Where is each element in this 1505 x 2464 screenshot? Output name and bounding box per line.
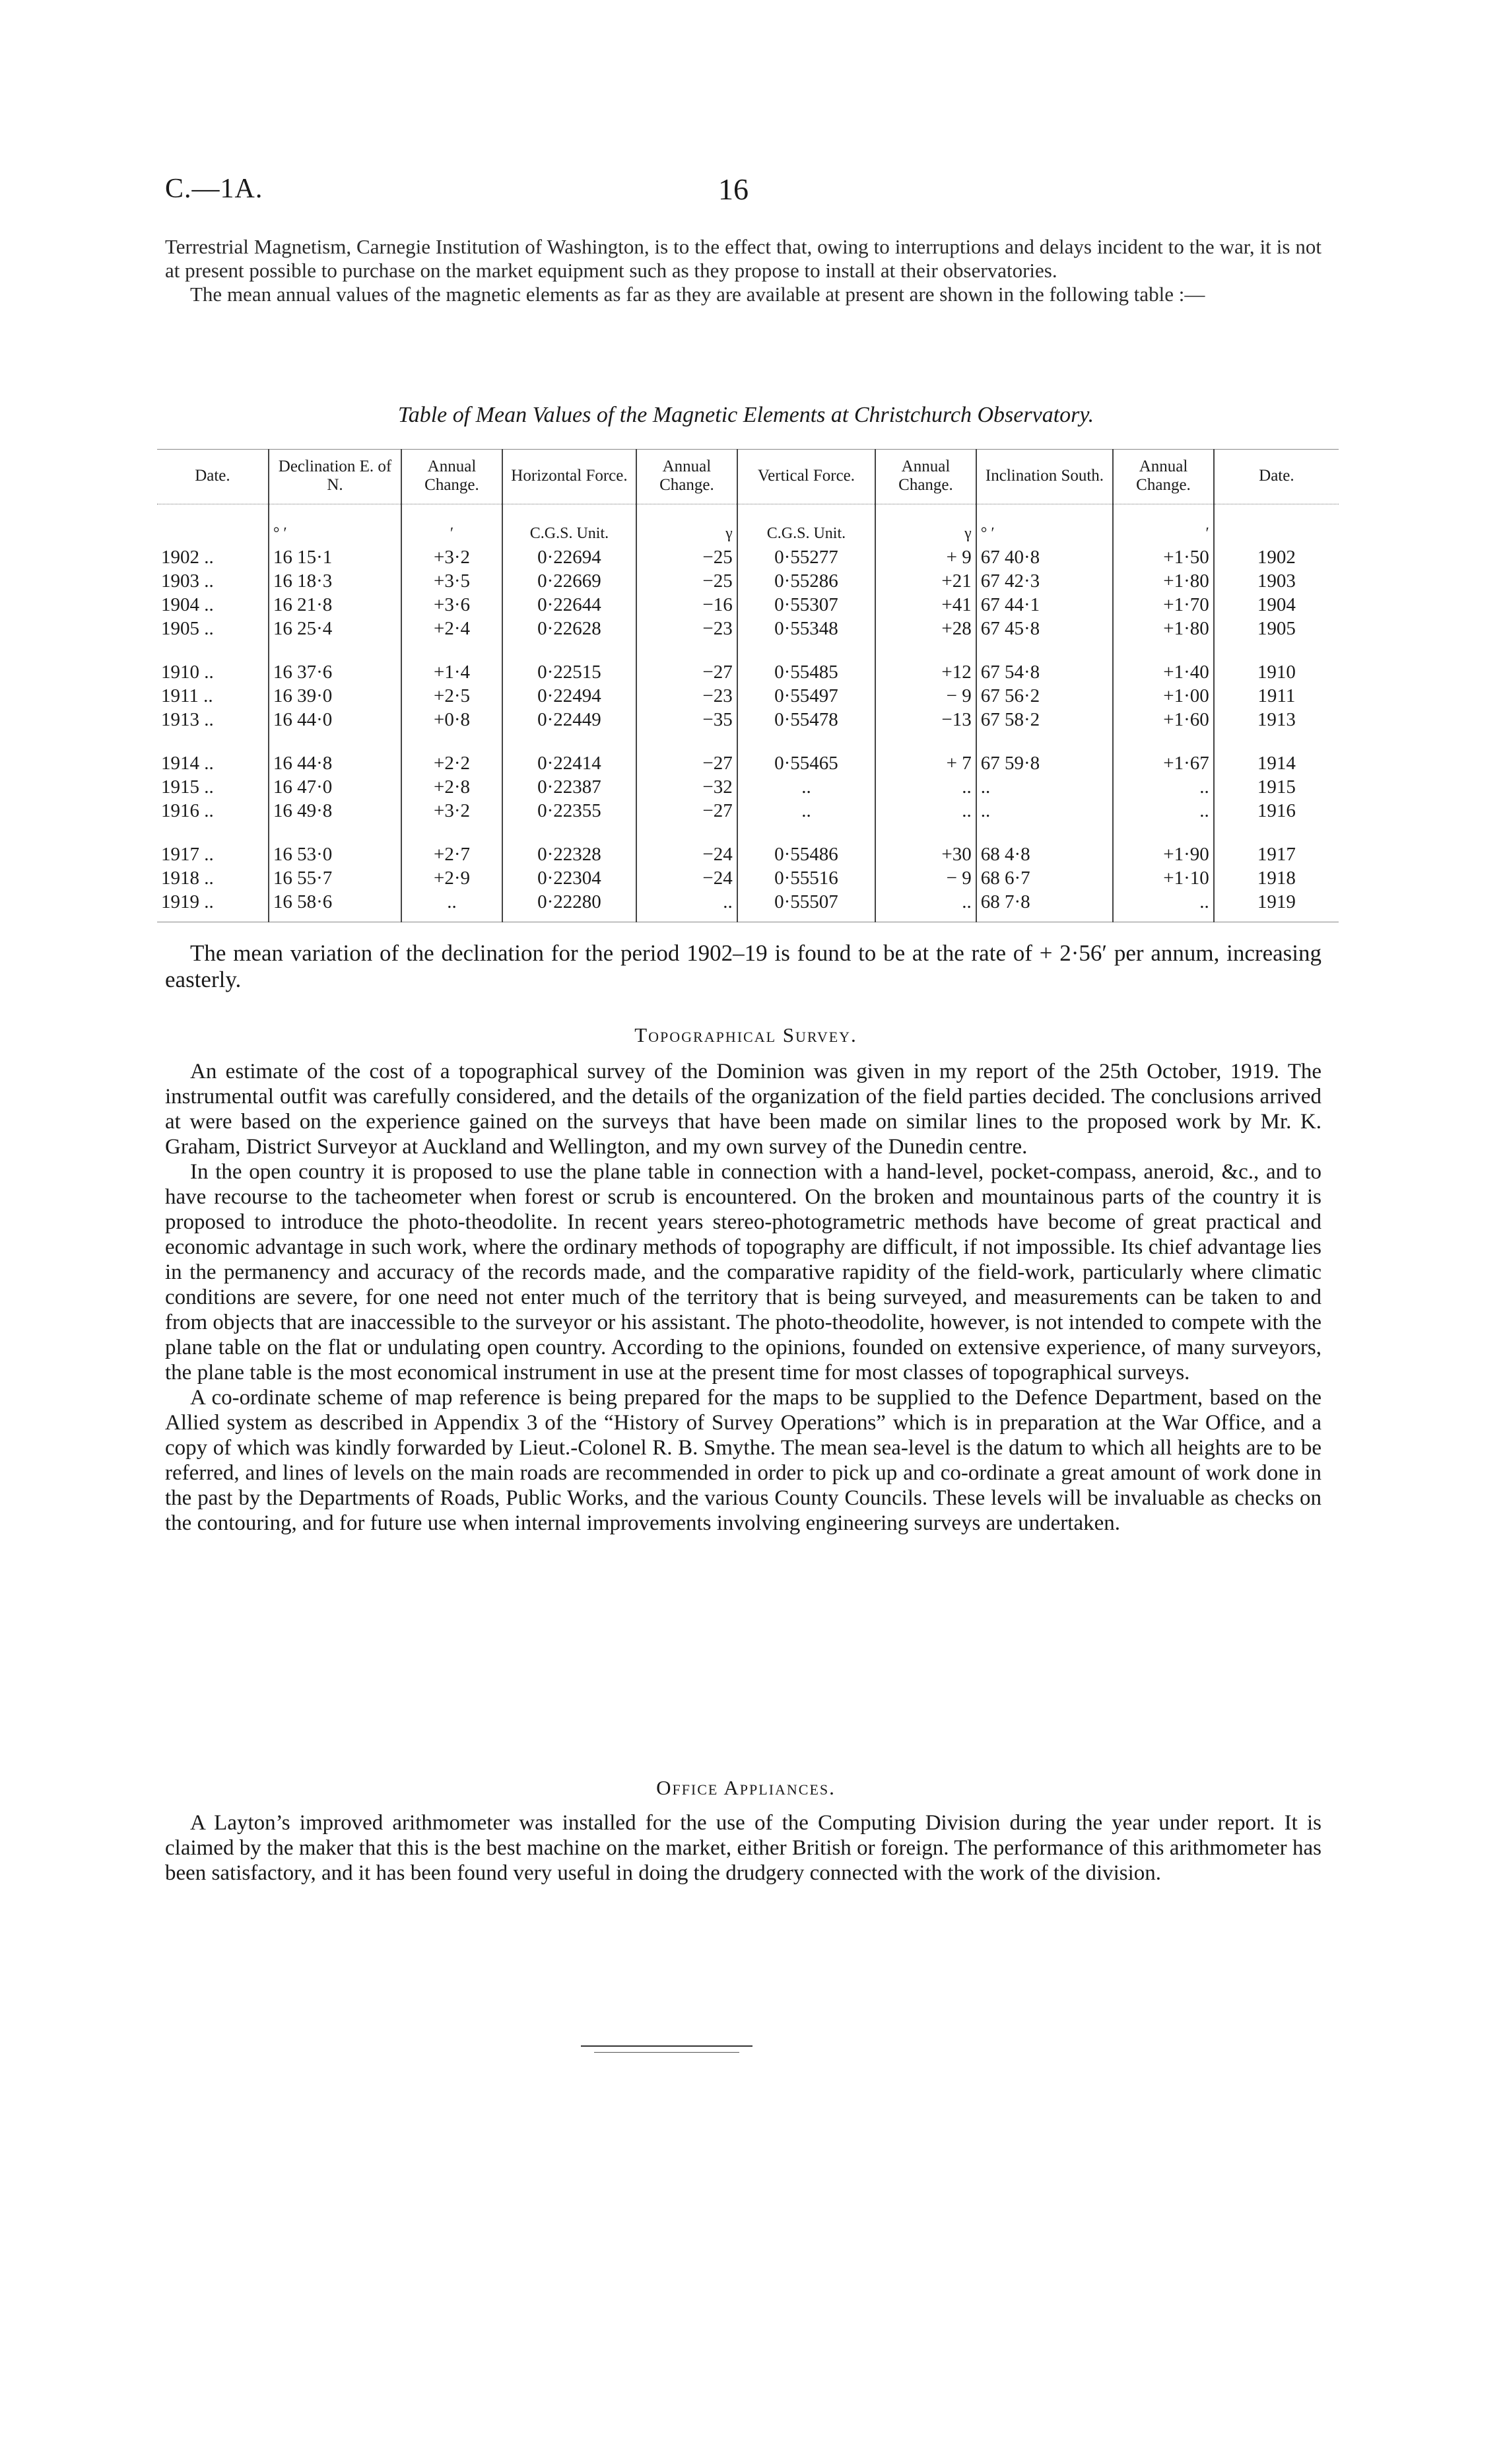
header-annual-change: Annual Change. — [875, 450, 976, 504]
cell-date-right: 1902 — [1214, 545, 1339, 569]
variation-paragraph: The mean variation of the declination for the period 1902–19 is found to be at the rate of + 2·56′ per annum, increasing easterly. — [165, 940, 1321, 992]
unit-date-right — [1214, 504, 1339, 546]
unit-vertical-change: γ — [875, 504, 976, 546]
cell-declination: 16 53·0 — [269, 842, 401, 866]
cell-declination: 16 55·7 — [269, 866, 401, 890]
cell-date-right: 1913 — [1214, 708, 1339, 732]
cell-vertical-change: .. — [875, 775, 976, 799]
table-row — [157, 569, 1339, 593]
cell-declination: 16 37·6 — [269, 660, 401, 684]
cell-inclination: 67 58·2 — [976, 708, 1113, 732]
table-bottom-rule — [157, 914, 1339, 922]
table-row — [157, 684, 1339, 708]
table-row — [157, 890, 1339, 914]
cell-horizontal-force: 0·22387 — [502, 775, 636, 799]
group-spacer — [157, 732, 1339, 751]
intro-text — [165, 235, 1321, 306]
cell-inclination: 67 45·8 — [976, 617, 1113, 640]
cell-declination-change: .. — [401, 890, 502, 914]
cell-date-right: 1911 — [1214, 684, 1339, 708]
closing-rule-thin — [594, 2052, 739, 2053]
cell-date-right: 1918 — [1214, 866, 1339, 890]
cell-inclination: 67 54·8 — [976, 660, 1113, 684]
cell-vertical-change: + 7 — [875, 751, 976, 775]
office-appliances-text — [165, 1810, 1321, 1886]
group-spacer — [157, 823, 1339, 842]
cell-horizontal-change: −24 — [636, 866, 737, 890]
cell-inclination: 67 44·1 — [976, 593, 1113, 617]
cell-horizontal-force: 0·22304 — [502, 866, 636, 890]
cell-inclination: 67 40·8 — [976, 545, 1113, 569]
cell-date: 1903 .. — [161, 570, 214, 592]
cell-inclination: 68 6·7 — [976, 866, 1113, 890]
cell-vertical-force: 0·55497 — [737, 684, 876, 708]
cell-declination-change: +2·8 — [401, 775, 502, 799]
cell-vertical-force: 0·55286 — [737, 569, 876, 593]
topographical-survey-heading: Topographical Survey. — [634, 1023, 857, 1046]
table-row — [157, 708, 1339, 732]
cell-date-right: 1905 — [1214, 617, 1339, 640]
cell-declination: 16 21·8 — [269, 593, 401, 617]
cell-horizontal-change: −32 — [636, 775, 737, 799]
table-row — [157, 775, 1339, 799]
cell-horizontal-force: 0·22628 — [502, 617, 636, 640]
cell-date-right: 1919 — [1214, 890, 1339, 914]
cell-declination-change: +2·9 — [401, 866, 502, 890]
cell-declination-change: +1·4 — [401, 660, 502, 684]
table-row — [157, 866, 1339, 890]
cell-vertical-force: 0·55307 — [737, 593, 876, 617]
unit-date — [157, 504, 269, 546]
cell-horizontal-force: 0·22644 — [502, 593, 636, 617]
cell-inclination: 67 56·2 — [976, 684, 1113, 708]
cell-horizontal-change: .. — [636, 890, 737, 914]
cell-vertical-force: .. — [737, 775, 876, 799]
unit-horizontal-force: C.G.S. Unit. — [502, 504, 636, 546]
cell-horizontal-force: 0·22494 — [502, 684, 636, 708]
cell-horizontal-force: 0·22355 — [502, 799, 636, 823]
intro-paragraph-2: The mean annual values of the magnetic elements as far as they are available at present are shown in the following table :— — [190, 283, 1205, 306]
table-row — [157, 842, 1339, 866]
cell-vertical-change: .. — [875, 799, 976, 823]
cell-vertical-change: − 9 — [875, 684, 976, 708]
header-horizontal-force: Horizontal Force. — [502, 450, 636, 504]
table-header-row — [157, 450, 1339, 504]
cell-horizontal-force: 0·22515 — [502, 660, 636, 684]
cell-declination-change: +0·8 — [401, 708, 502, 732]
cell-horizontal-change: −35 — [636, 708, 737, 732]
table-row — [157, 593, 1339, 617]
cell-inclination: 68 4·8 — [976, 842, 1113, 866]
cell-declination: 16 47·0 — [269, 775, 401, 799]
cell-inclination-change: .. — [1113, 775, 1214, 799]
cell-date-right: 1910 — [1214, 660, 1339, 684]
cell-horizontal-force: 0·22414 — [502, 751, 636, 775]
cell-vertical-change: +30 — [875, 842, 976, 866]
cell-vertical-change: +12 — [875, 660, 976, 684]
unit-declination: ° ′ — [269, 504, 401, 546]
cell-inclination-change: .. — [1113, 890, 1214, 914]
cell-inclination-change: .. — [1113, 799, 1214, 823]
cell-vertical-change: .. — [875, 890, 976, 914]
cell-declination: 16 18·3 — [269, 569, 401, 593]
cell-declination: 16 49·8 — [269, 799, 401, 823]
cell-vertical-force: 0·55277 — [737, 545, 876, 569]
cell-vertical-force: 0·55516 — [737, 866, 876, 890]
cell-date: 1919 .. — [161, 891, 214, 912]
cell-date: 1902 .. — [161, 547, 214, 568]
cell-declination: 16 25·4 — [269, 617, 401, 640]
magnetic-elements-table — [157, 449, 1339, 922]
topo-paragraph: In the open country it is proposed to use the plane table in connection with a hand-level, pocket-compass, aneroid, &c., and to have recourse to the tacheometer when forest or scrub is encountered. On the broken and mountainous parts of the country it is proposed to introduce the photo-theodolite. In recent years stereo-photogrametric methods have become of great practical and economic advantage in such work, where the ordinary methods of topography are difficult, if not impossible. Its chief advantage lies in the permanency and accuracy of the records made, and the comparative rapidity of the field-work, particularly where climatic conditions are severe, for one need not enter much of the territory that is being surveyed, and measurements can be taken to and from objects that are inaccessible to the surveyor or his assistant. The photo-theodolite, however, is not intended to compete with the plane table on the flat or undulating open country. According to the opinions, founded on extensive experience, of many surveyors, the plane table is the most economical instrument in use at the present time for most classes of topographical surveys. — [165, 1160, 1321, 1385]
cell-inclination-change: +1·80 — [1113, 569, 1214, 593]
unit-horizontal-change: γ — [636, 504, 737, 546]
topographical-survey-text — [165, 1059, 1321, 1536]
cell-horizontal-force: 0·22280 — [502, 890, 636, 914]
cell-date: 1918 .. — [161, 868, 214, 889]
header-inclination: Inclination South. — [976, 450, 1113, 504]
cell-horizontal-force: 0·22669 — [502, 569, 636, 593]
cell-horizontal-change: −16 — [636, 593, 737, 617]
office-paragraph: A Layton’s improved arithmometer was installed for the use of the Computing Division during the year under report. It is claimed by the maker that this is the best machine on the market, either British or foreign. The performance of this arithmometer has been satisfactory, and it has been found very useful in doing the drudgery connected with the work of the division. — [165, 1811, 1321, 1885]
unit-declination-change: ′ — [401, 504, 502, 546]
cell-date: 1911 .. — [161, 685, 213, 706]
cell-declination: 16 44·8 — [269, 751, 401, 775]
cell-vertical-change: − 9 — [875, 866, 976, 890]
cell-declination: 16 44·0 — [269, 708, 401, 732]
cell-date: 1904 .. — [161, 594, 214, 615]
cell-vertical-change: +28 — [875, 617, 976, 640]
table-row — [157, 660, 1339, 684]
cell-horizontal-change: −27 — [636, 799, 737, 823]
cell-horizontal-change: −25 — [636, 569, 737, 593]
closing-rule — [581, 2045, 752, 2047]
header-date: Date. — [1214, 450, 1339, 504]
cell-inclination-change: +1·70 — [1113, 593, 1214, 617]
intro-paragraph-1: Terrestrial Magnetism, Carnegie Institution of Washington, is to the effect that, owing to interruptions and delays incident to the war, it is not at present possible to purchase on the market equipment such as they propose to install at their observatories. — [165, 235, 1321, 282]
cell-vertical-change: + 9 — [875, 545, 976, 569]
document-code: C.—1A. — [165, 174, 263, 204]
cell-horizontal-change: −23 — [636, 617, 737, 640]
cell-date: 1916 .. — [161, 800, 214, 821]
table-row — [157, 751, 1339, 775]
cell-inclination-change: +1·50 — [1113, 545, 1214, 569]
cell-vertical-change: +21 — [875, 569, 976, 593]
cell-declination-change: +2·4 — [401, 617, 502, 640]
cell-date: 1910 .. — [161, 662, 214, 683]
cell-declination: 16 39·0 — [269, 684, 401, 708]
cell-declination: 16 58·6 — [269, 890, 401, 914]
cell-inclination: 68 7·8 — [976, 890, 1113, 914]
cell-horizontal-change: −27 — [636, 751, 737, 775]
cell-horizontal-change: −25 — [636, 545, 737, 569]
cell-vertical-force: 0·55486 — [737, 842, 876, 866]
cell-inclination-change: +1·67 — [1113, 751, 1214, 775]
cell-inclination-change: +1·90 — [1113, 842, 1214, 866]
cell-declination-change: +3·5 — [401, 569, 502, 593]
topo-paragraph: A co-ordinate scheme of map reference is being prepared for the maps to be supplied to the Defence Department, based on the Allied system as described in Appendix 3 of the “History of Survey Operations” which is in preparation at the War Office, and a copy of which was kindly forwarded by Lieut.-Colonel R. B. Smythe. The mean sea-level is the datum to which all heights are to be referred, and lines of levels on the main roads are recommended in order to pick up and co-ordinate a great amount of work done in the past by the Departments of Roads, Public Works, and the various County Councils. These levels will be invaluable as checks on the contouring, and for future use when internal improvements involving engineering surveys are undertaken. — [165, 1386, 1321, 1535]
cell-declination: 16 15·1 — [269, 545, 401, 569]
cell-inclination-change: +1·00 — [1113, 684, 1214, 708]
cell-date: 1914 .. — [161, 753, 214, 774]
cell-horizontal-force: 0·22328 — [502, 842, 636, 866]
unit-inclination-change: ′ — [1113, 504, 1214, 546]
cell-inclination-change: +1·60 — [1113, 708, 1214, 732]
cell-vertical-force: 0·55485 — [737, 660, 876, 684]
cell-declination-change: +2·2 — [401, 751, 502, 775]
table-row — [157, 545, 1339, 569]
cell-date-right: 1914 — [1214, 751, 1339, 775]
cell-date-right: 1916 — [1214, 799, 1339, 823]
office-appliances-heading: Office Appliances. — [656, 1776, 836, 1799]
cell-vertical-force: .. — [737, 799, 876, 823]
cell-inclination: 67 42·3 — [976, 569, 1113, 593]
cell-vertical-force: 0·55478 — [737, 708, 876, 732]
cell-declination-change: +3·6 — [401, 593, 502, 617]
cell-vertical-force: 0·55507 — [737, 890, 876, 914]
cell-horizontal-force: 0·22449 — [502, 708, 636, 732]
cell-inclination-change: +1·40 — [1113, 660, 1214, 684]
table-title: Table of Mean Values of the Magnetic Elements at Christchurch Observatory. — [397, 403, 1094, 427]
cell-horizontal-change: −27 — [636, 660, 737, 684]
cell-date: 1905 .. — [161, 618, 214, 639]
cell-horizontal-change: −24 — [636, 842, 737, 866]
cell-date-right: 1903 — [1214, 569, 1339, 593]
cell-horizontal-force: 0·22694 — [502, 545, 636, 569]
table-row — [157, 617, 1339, 640]
header-annual-change: Annual Change. — [401, 450, 502, 504]
cell-vertical-change: −13 — [875, 708, 976, 732]
cell-inclination: .. — [976, 799, 1113, 823]
group-spacer — [157, 640, 1339, 660]
cell-date-right: 1904 — [1214, 593, 1339, 617]
header-annual-change: Annual Change. — [636, 450, 737, 504]
cell-declination-change: +2·5 — [401, 684, 502, 708]
units-row — [157, 504, 1339, 546]
cell-horizontal-change: −23 — [636, 684, 737, 708]
cell-date: 1913 .. — [161, 709, 214, 730]
cell-inclination: 67 59·8 — [976, 751, 1113, 775]
header-date: Date. — [157, 450, 269, 504]
cell-declination-change: +3·2 — [401, 545, 502, 569]
cell-declination-change: +3·2 — [401, 799, 502, 823]
cell-vertical-force: 0·55465 — [737, 751, 876, 775]
cell-date: 1917 .. — [161, 844, 214, 865]
table-row — [157, 799, 1339, 823]
unit-vertical-force: C.G.S. Unit. — [737, 504, 876, 546]
cell-declination-change: +2·7 — [401, 842, 502, 866]
header-vertical-force: Vertical Force. — [737, 450, 876, 504]
cell-inclination-change: +1·10 — [1113, 866, 1214, 890]
cell-date-right: 1917 — [1214, 842, 1339, 866]
page-number: 16 — [718, 172, 749, 206]
cell-vertical-change: +41 — [875, 593, 976, 617]
declination-variation-text — [165, 940, 1321, 993]
header-annual-change: Annual Change. — [1113, 450, 1214, 504]
cell-inclination: .. — [976, 775, 1113, 799]
cell-inclination-change: +1·80 — [1113, 617, 1214, 640]
cell-vertical-force: 0·55348 — [737, 617, 876, 640]
unit-inclination: ° ′ — [976, 504, 1113, 546]
cell-date: 1915 .. — [161, 776, 214, 798]
topo-paragraph: An estimate of the cost of a topographical survey of the Dominion was given in my report of the 25th October, 1919. The instrumental outfit was carefully considered, and the details of the organization of the field parties decided. The conclusions arrived at were based on the experience gained on the surveys that have been made on similar lines to the proposed work by Mr. K. Graham, District Surveyor at Auckland and Wellington, and my own survey of the Dunedin centre. — [165, 1060, 1321, 1159]
header-declination: Declination E. of N. — [269, 450, 401, 504]
cell-date-right: 1915 — [1214, 775, 1339, 799]
